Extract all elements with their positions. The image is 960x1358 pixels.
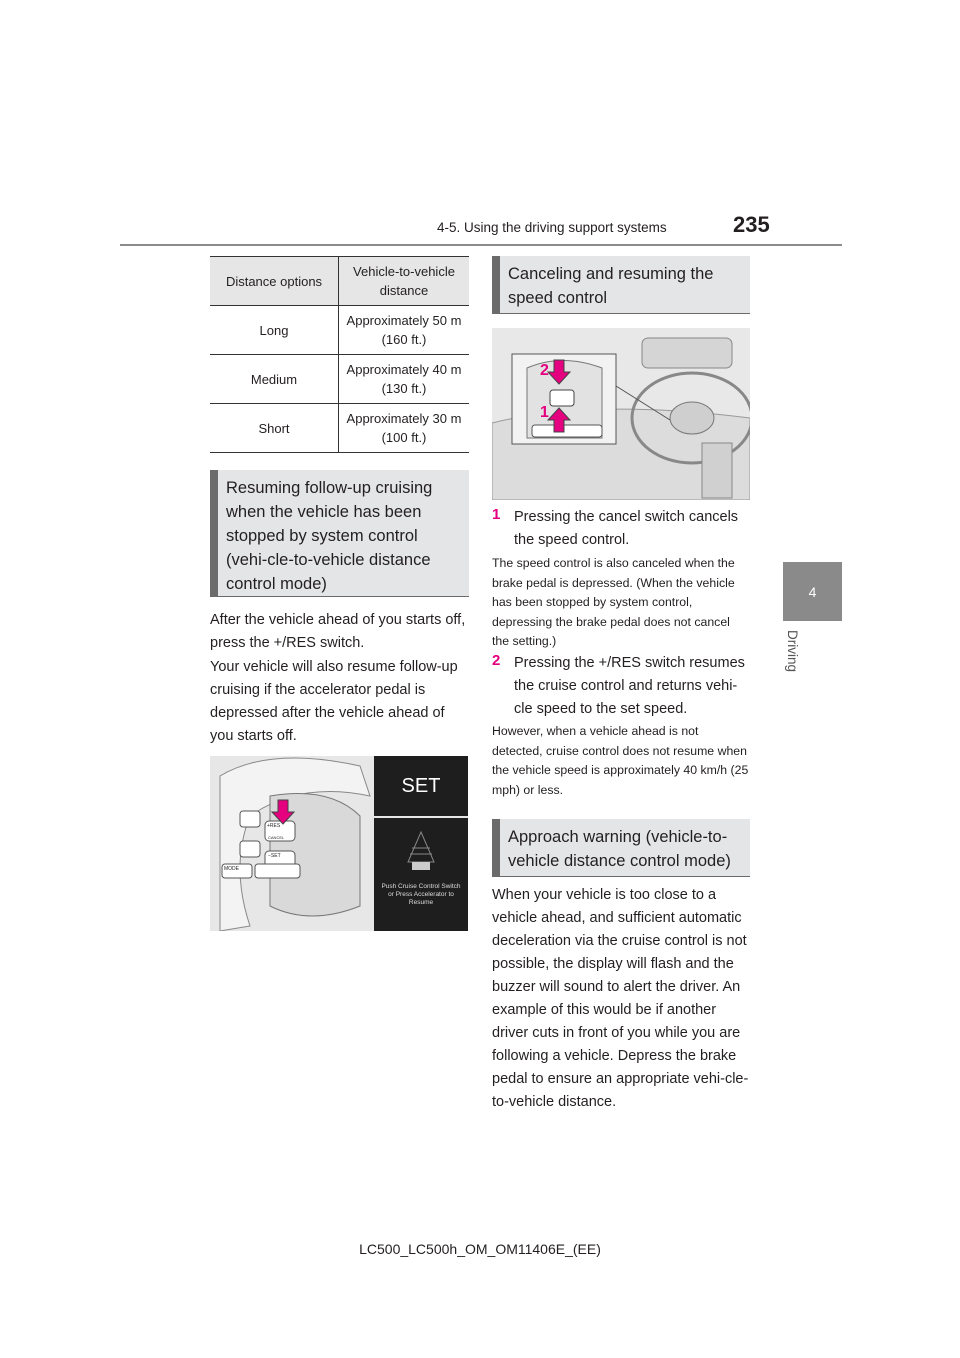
table-header-cell: Distance options	[210, 257, 339, 306]
callout-1: 1	[540, 404, 549, 421]
resuming-para-2: Your vehicle will also resume follow-up cruising if the accelerator pedal is depressed after the vehicle ahead of you starts off.	[210, 659, 458, 744]
chapter-label-text: Driving	[785, 630, 800, 673]
canceling-heading	[492, 256, 750, 314]
step-2-note: However, when a vehicle ahead is not detected, cruise control does not resume when the vehicle speed is approximately 40 km/h (25 mph) or less.	[492, 724, 749, 797]
table-row	[210, 306, 469, 355]
callout-2: 2	[540, 362, 549, 379]
table-cell: Approximately 50 m (160 ft.)	[339, 306, 470, 355]
table-row	[210, 404, 469, 453]
table-cell: Long	[210, 306, 339, 355]
section-header: 4-5. Using the driving support systems	[437, 220, 667, 235]
dashboard-drawing	[492, 328, 750, 500]
cancel-switch-label: CANCEL	[268, 835, 285, 840]
res-switch-label: +RES	[267, 823, 281, 829]
header-rule	[120, 244, 842, 246]
resume-display	[374, 818, 468, 931]
set-switch-label: −SET	[268, 853, 281, 859]
step-1-note: The speed control is also canceled when the brake pedal is depressed. (When the vehicle has been stopped by system control, depressing the brake pedal does not cancel the setting.)	[492, 556, 735, 648]
table-cell: Approximately 30 m (100 ft.)	[339, 404, 470, 453]
resuming-para-1: After the vehicle ahead of you starts off, press the +/RES switch.	[210, 612, 466, 651]
footer-doc-code: LC500_LC500h_OM_OM11406E_(EE)	[359, 1241, 601, 1257]
table-header-cell: Vehicle-to-vehicle distance	[339, 257, 470, 306]
canceling-heading-text: Canceling and resuming the speed control	[508, 265, 714, 307]
chapter-label	[782, 630, 802, 700]
table-cell: Short	[210, 404, 339, 453]
step-1	[492, 506, 750, 552]
resuming-heading-text: Resuming follow-up cruising when the vehicle has been stopped by system control (vehi-cle-to-vehicle distance control mode)	[226, 479, 433, 593]
page-number: 235	[733, 212, 770, 237]
mode-switch-label: MODE	[224, 866, 239, 872]
table-cell: Approximately 40 m (130 ft.)	[339, 355, 470, 404]
step-text: Pressing the cancel switch cancels the speed control.	[514, 509, 739, 548]
table-header-row	[210, 257, 469, 306]
steering-switch-illustration	[210, 756, 468, 931]
resuming-heading	[210, 470, 469, 597]
table-row	[210, 355, 469, 404]
step-2	[492, 652, 750, 721]
chapter-tab: 4	[783, 562, 842, 621]
step-number: 2	[492, 652, 501, 669]
step-number: 1	[492, 506, 501, 523]
dashboard-illustration	[492, 328, 750, 500]
step-text: Pressing the +/RES switch resumes the cruise control and returns vehi-cle speed to the set speed.	[514, 655, 745, 717]
approach-heading-text: Approach warning (vehicle-to-vehicle distance control mode)	[508, 828, 731, 870]
set-display: SET	[374, 756, 468, 816]
approach-para: When your vehicle is too close to a vehicle ahead, and sufficient automatic deceleration via the cruise control is not possible, the display will flash and the buzzer will sound to alert the driver. An example of this would be if another driver cuts in front of you while you are following a vehicle. Depress the brake pedal to ensure an appropriate vehi-cle-to-vehicle distance.	[492, 887, 749, 1110]
vehicle-ahead-icon	[374, 818, 468, 878]
approach-heading	[492, 819, 750, 877]
table-cell: Medium	[210, 355, 339, 404]
resume-message: Push Cruise Control Switch or Press Accelerator to Resume	[381, 883, 461, 906]
distance-table	[210, 256, 469, 453]
